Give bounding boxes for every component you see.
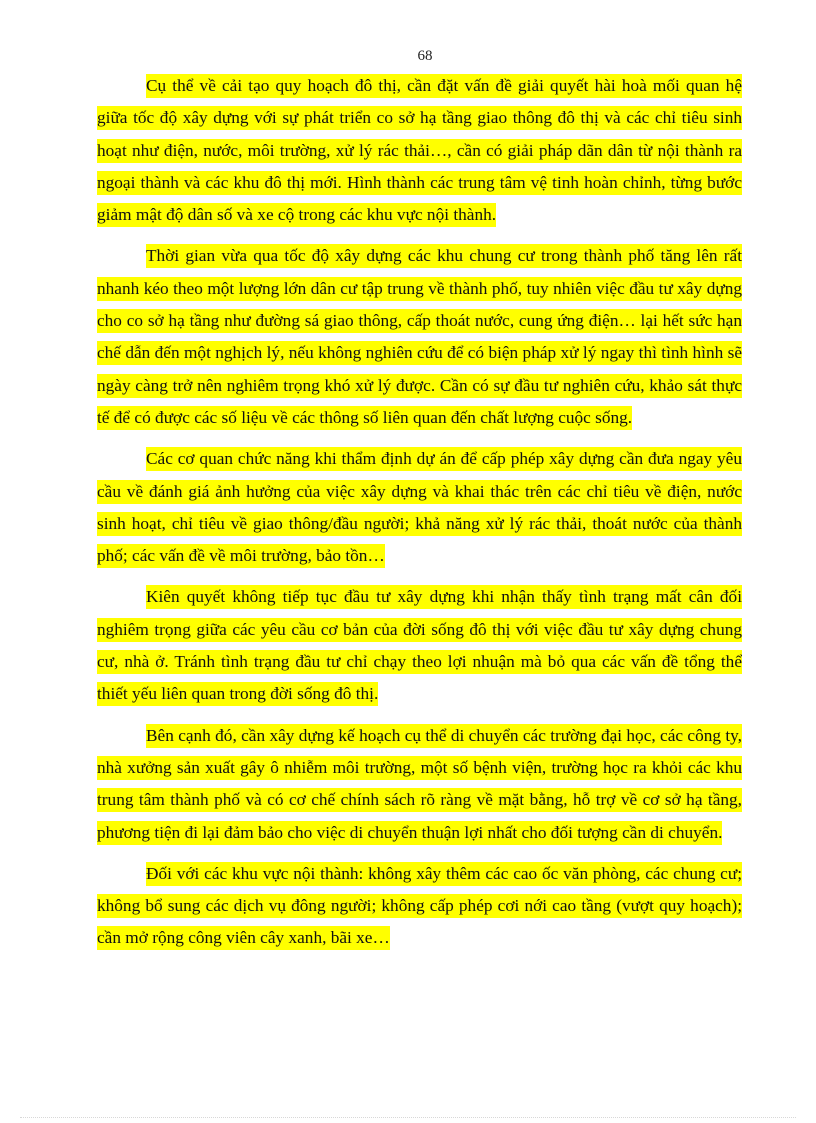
- paragraph-relocation-plan: [97, 720, 742, 849]
- paragraph-inner-city: [97, 858, 742, 955]
- highlighted-text: Cụ thể về cải tạo quy hoạch đô thị, cần đặt vấn đề giải quyết hài hoà mối quan hệ giữa tốc độ xây dựng với sự phát triển co sở hạ tầng giao thông đô thị và các chỉ tiêu sinh hoạt như điện, nước, môi trường, xử lý rác thải…, cần có giải pháp dãn dân từ nội thành ra ngoại thành và các khu đô thị mới. Hình thành các trung tâm vệ tinh hoàn chỉnh, từng bước giảm mật độ dân số và xe cộ trong các khu vực nội thành.: [97, 74, 742, 227]
- highlighted-text: Kiên quyết không tiếp tục đầu tư xây dựng khi nhận thấy tình trạng mất cân đối nghiêm trọng giữa các yêu cầu cơ bản của đời sống đô thị với việc đầu tư xây dựng chung cư, nhà ở. Tránh tình trạng đầu tư chỉ chạy theo lợi nhuận mà bỏ qua các vấn đề tổng thể thiết yếu liên quan trong đời sống đô thị.: [97, 585, 742, 706]
- highlighted-text: Thời gian vừa qua tốc độ xây dựng các khu chung cư trong thành phố tăng lên rất nhanh kéo theo một lượng lớn dân cư tập trung về thành phố, tuy nhiên việc đầu tư xây dựng cho co sở hạ tầng như đường sá giao thông, cấp thoát nước, cung ứng điện… lại hết sức hạn chế dẫn đến một nghịch lý, nếu không nghiên cứu để có biện pháp xử lý ngay thì tình hình sẽ ngày càng trở nên nghiêm trọng khó xử lý được. Cần có sự đầu tư nghiên cứu, khảo sát thực tế để có được các số liệu về các thông số liên quan đến chất lượng cuộc sống.: [97, 244, 742, 429]
- highlighted-text: Các cơ quan chức năng khi thẩm định dự án để cấp phép xây dựng cần đưa ngay yêu cầu về đánh giá ảnh hưởng của việc xây dựng và khai thác trên các chỉ tiêu về điện, nước sinh hoạt, chỉ tiêu về giao thông/đầu người; khả năng xử lý rác thải, thoát nước của thành phố; các vấn đề về môi trường, bảo tồn…: [97, 447, 742, 568]
- paragraph-investment-halt: [97, 581, 742, 710]
- page-bottom-divider: [20, 1117, 796, 1118]
- document-body: [97, 70, 742, 964]
- page-number: 68: [417, 48, 433, 64]
- highlighted-text: Đối với các khu vực nội thành: không xây thêm các cao ốc văn phòng, các chung cư; không bổ sung các dịch vụ đông người; không cấp phép cơi nới cao tầng (vượt quy hoạch); cần mở rộng công viên cây xanh, bãi xe…: [97, 862, 742, 951]
- highlighted-text: Bên cạnh đó, cần xây dựng kế hoạch cụ thể di chuyển các trường đại học, các công ty, nhà xưởng sản xuất gây ô nhiễm môi trường, một số bệnh viện, trường học ra khỏi các khu trung tâm thành phố và có cơ chế chính sách rõ ràng về mặt bằng, hỗ trợ về cơ sở hạ tầng, phương tiện đi lại đảm bảo cho việc di chuyển thuận lợi nhất cho đối tượng cần di chuyển.: [97, 724, 742, 845]
- paragraph-urban-renovation: [97, 70, 742, 231]
- paragraph-project-appraisal: [97, 443, 742, 572]
- paragraph-apartment-growth: [97, 240, 742, 434]
